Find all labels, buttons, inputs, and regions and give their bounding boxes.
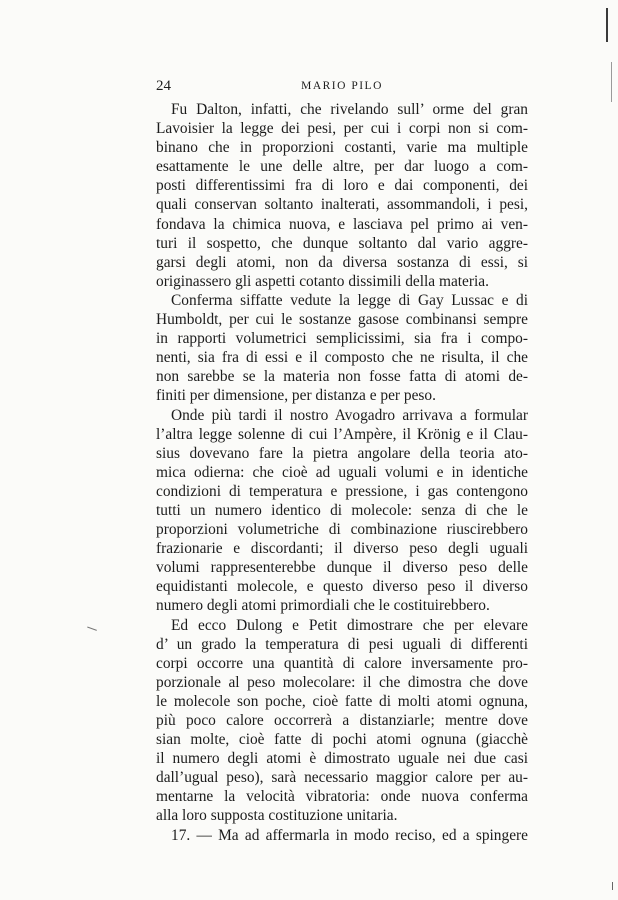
page-number: 24 xyxy=(156,78,171,94)
text-line: originassero gli aspetti cotanto dissimili della materia. xyxy=(156,272,489,290)
text-line: quali conservan soltanto inalterati, assommandoli, i pesi, xyxy=(156,196,528,214)
text-line: più poco calore occorrerà a distanziarle; mentre dove xyxy=(156,712,528,729)
text-line: equidistanti molecole, e questo diverso peso il diverso xyxy=(156,578,528,596)
text-line: d’ un grado la temperatura di pesi uguali di differenti xyxy=(156,635,528,653)
text-line: finiti per dimensione, per distanza e per peso. xyxy=(156,387,436,405)
text-line: Onde più tardi il nostro Avogadro arrivava a formular xyxy=(171,406,528,424)
text-line: le molecole son poche, cioè fatte di molti atomi ognuna, xyxy=(156,692,528,710)
text-line: turi il sospetto, che dunque soltanto dal vario aggre- xyxy=(156,234,528,252)
text-line: numero degli atomi primordiali che le costituirebbero. xyxy=(156,597,490,615)
page-edge-mark xyxy=(606,8,608,42)
text-line: fondava la chimica nuova, e lasciava pel primo ai ven- xyxy=(156,215,528,233)
page-edge-mark xyxy=(612,882,613,890)
section-start-line: 17. — Ma ad affermarla in modo reciso, ed a spingere xyxy=(171,826,528,844)
text-line: condizioni di temperatura e pressione, i gas contengono xyxy=(156,482,528,500)
text-line: nenti, sia fra di essi e il composto che ne risulta, il che xyxy=(156,349,528,367)
text-line: posti differentissimi fra di loro e dai componenti, dei xyxy=(156,177,528,195)
text-line: Conferma siffatte vedute la legge di Gay Lussac e di xyxy=(171,291,528,309)
running-head xyxy=(156,78,528,98)
text-line: il numero degli atomi è dimostrato uguale nei due casi xyxy=(156,750,528,768)
text-line: Fu Dalton, infatti, che rivelando sull’ orme del gran xyxy=(171,101,528,118)
body-text xyxy=(156,100,528,845)
text-line: frazionarie e discordanti; il diverso peso degli uguali xyxy=(156,540,528,558)
text-line: porzionale al peso molecolare: il che dimostra che dove xyxy=(156,673,528,691)
text-line: non sarebbe se la materia non fosse fatta di atomi de- xyxy=(156,368,528,386)
page-edge-mark xyxy=(611,62,612,102)
text-line: dall’ugual peso), sarà necessario maggior calore per au- xyxy=(156,769,528,787)
text-line: esattamente le une delle altre, per dar luogo a com- xyxy=(156,158,528,176)
text-line: binano che in proporzioni costanti, varie ma multiple xyxy=(156,139,528,157)
text-line: sius dovevano fare la pietra angolare della teoria ato- xyxy=(156,444,528,462)
running-head-author: MARIO PILO xyxy=(301,80,383,92)
text-line: Humboldt, per cui le sostanze gasose combinansi sempre xyxy=(156,311,528,329)
text-line: mentarne la velocità vibratoria: onde nuova conferma xyxy=(156,788,528,806)
text-line: alla loro supposta costituzione unitaria. xyxy=(156,807,398,825)
text-line: Ed ecco Dulong e Petit dimostrare che per elevare xyxy=(171,616,528,634)
margin-mark xyxy=(85,627,97,637)
text-line: corpi occorre una quantità di calore inversamente pro- xyxy=(156,654,528,672)
text-line: volumi rappresenterebbe dunque il diverso peso delle xyxy=(156,559,528,577)
text-line: in rapporti volumetrici semplicissimi, sia fra i compo- xyxy=(156,330,528,348)
text-line: tutti un numero identico di molecole: senza di che le xyxy=(156,501,528,519)
text-line: l’altra legge solenne di cui l’Ampère, il Krönig e il Clau- xyxy=(156,425,528,443)
text-line: Lavoisier la legge dei pesi, per cui i corpi non si com- xyxy=(156,120,528,138)
text-line: sian molte, cioè fatte di pochi atomi ognuna (giacchè xyxy=(156,731,528,749)
text-line: mica odierna: che cioè ad uguali volumi e in identiche xyxy=(156,463,528,481)
text-line: garsi degli atomi, non da diversa sostanza di essi, si xyxy=(156,253,528,271)
text-line: proporzioni volumetriche di combinazione riuscirebbero xyxy=(156,521,528,539)
